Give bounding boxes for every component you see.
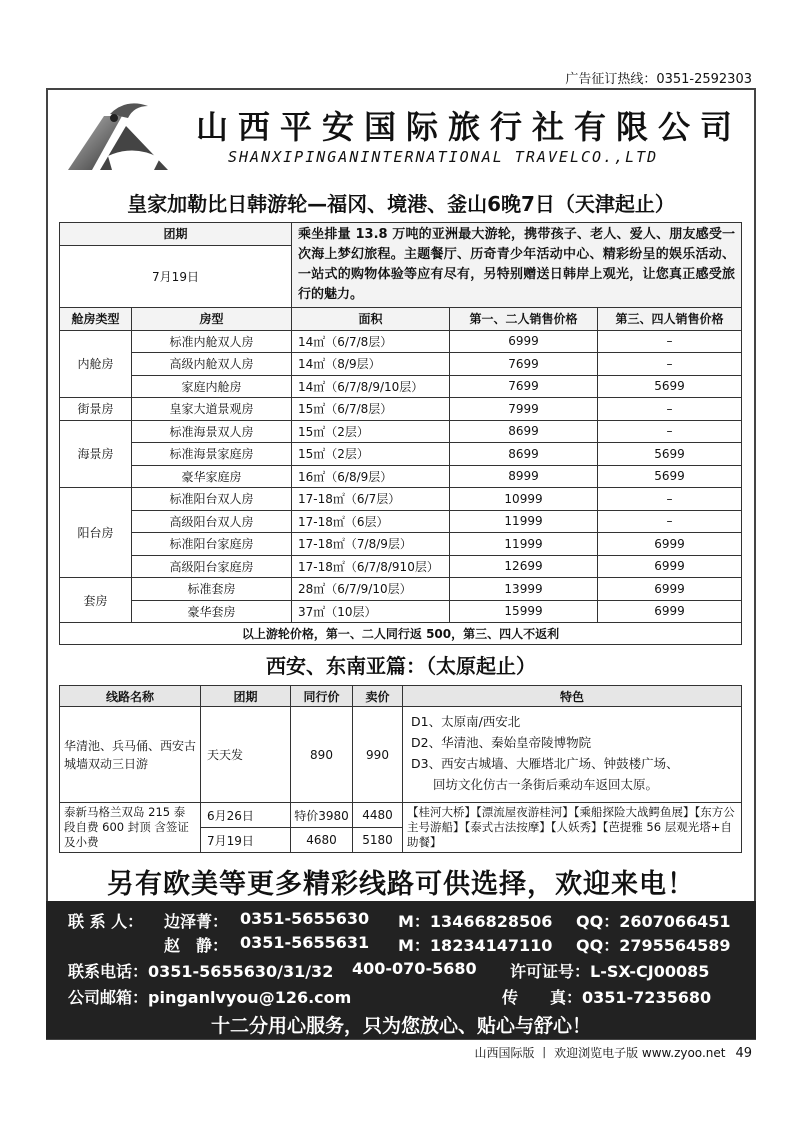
room-type: 皇家大道景观房 bbox=[132, 398, 292, 421]
price-third-fourth: 6999 bbox=[598, 600, 742, 623]
contact-phone-400: 400-070-5680 bbox=[352, 959, 477, 978]
cruise-note-row bbox=[60, 623, 742, 645]
route-header: 特色 bbox=[403, 686, 742, 707]
price-third-fourth: 5699 bbox=[598, 375, 742, 398]
contact-name: 赵 静： bbox=[164, 936, 229, 955]
room-area: 28㎡（6/7/9/10层） bbox=[292, 578, 450, 601]
room-area: 15㎡（6/7/8层） bbox=[292, 398, 450, 421]
table-row bbox=[60, 398, 742, 421]
route-peer-price: 4680 bbox=[291, 828, 353, 853]
price-first-second: 15999 bbox=[450, 600, 598, 623]
table-row bbox=[60, 375, 742, 398]
room-area: 17-18㎡（6/7/8/910层） bbox=[292, 555, 450, 578]
route-title: 西安、东南亚篇：（太原起止） bbox=[266, 654, 536, 678]
cabin-type: 街景房 bbox=[60, 398, 132, 421]
price-first-second: 6999 bbox=[450, 330, 598, 353]
route-sell-price: 5180 bbox=[353, 828, 403, 853]
price-third-fourth: 6999 bbox=[598, 533, 742, 556]
price-first-second: 12699 bbox=[450, 555, 598, 578]
price-first-second: 8999 bbox=[450, 465, 598, 488]
room-type: 高级阳台家庭房 bbox=[132, 555, 292, 578]
price-third-fourth: – bbox=[598, 398, 742, 421]
contact-phone: 联系电话：0351-5655630/31/32 bbox=[68, 962, 334, 981]
feature-line: D2、华清池、秦始皇帝陵博物院 bbox=[411, 735, 592, 750]
route-date: 天天发 bbox=[201, 707, 291, 803]
route-name: 华清池、兵马俑、西安古城墙双动三日游 bbox=[60, 707, 201, 803]
cruise-header: 第一、二人销售价格 bbox=[450, 308, 598, 331]
contact-qq: QQ：2607066451 bbox=[576, 912, 731, 931]
route-features: 【桂河大桥】【漂流屋夜游桂河】【乘船探险大战鳄鱼展】【东方公主号游船】【泰式古法按摩】【人妖秀】【芭提雅 56 层观光塔+自助餐】 bbox=[403, 803, 742, 853]
room-type: 高级内舱双人房 bbox=[132, 353, 292, 376]
contact-fax: 传 真：0351-7235680 bbox=[502, 988, 712, 1007]
price-third-fourth: – bbox=[598, 420, 742, 443]
cruise-header-row bbox=[60, 308, 742, 331]
contact-tel: 0351-5655630 bbox=[240, 909, 370, 928]
price-third-fourth: 6999 bbox=[598, 578, 742, 601]
route-features bbox=[403, 707, 742, 803]
contact-mobile: M：13466828506 bbox=[398, 912, 553, 931]
price-third-fourth: 6999 bbox=[598, 555, 742, 578]
table-row bbox=[60, 330, 742, 353]
route-header: 线路名称 bbox=[60, 686, 201, 707]
feature-line: D1、太原南/西安北 bbox=[411, 714, 521, 729]
contact-email: 公司邮箱：pinganlvyou@126.com bbox=[68, 988, 352, 1007]
cruise-header: 面积 bbox=[292, 308, 450, 331]
price-third-fourth: 5699 bbox=[598, 443, 742, 466]
cabin-type: 内舱房 bbox=[60, 330, 132, 398]
cruise-header: 第三、四人销售价格 bbox=[598, 308, 742, 331]
group-label: 团期 bbox=[60, 223, 292, 246]
room-area: 17-18㎡（6/7层） bbox=[292, 488, 450, 511]
footer-text: 山西国际版 丨 欢迎浏览电子版 www.zyoo.net bbox=[474, 1046, 726, 1060]
room-area: 14㎡（6/7/8/9/10层） bbox=[292, 375, 450, 398]
table-row bbox=[60, 803, 742, 828]
table-row bbox=[60, 420, 742, 443]
price-third-fourth: 5699 bbox=[598, 465, 742, 488]
table-row bbox=[60, 510, 742, 533]
company-logo-icon bbox=[64, 96, 174, 176]
contact-mobile: M：18234147110 bbox=[398, 936, 553, 955]
route-header: 卖价 bbox=[353, 686, 403, 707]
table-row bbox=[60, 353, 742, 376]
table-row bbox=[60, 578, 742, 601]
cruise-intro: 乘坐排量 13.8 万吨的亚洲最大游轮，携带孩子、老人、爱人、朋友感受一次海上梦幻旅程。主题餐厅、历奇青少年活动中心、精彩纷呈的娱乐活动、一站式的购物体验等应有尽有，另特别赠送日韩岸上观光，让您真正感受旅行的魅力。 bbox=[292, 223, 742, 308]
price-third-fourth: – bbox=[598, 330, 742, 353]
room-type: 标准阳台双人房 bbox=[132, 488, 292, 511]
room-type: 标准套房 bbox=[132, 578, 292, 601]
route-header: 同行价 bbox=[291, 686, 353, 707]
price-first-second: 10999 bbox=[450, 488, 598, 511]
contact-qq: QQ：2795564589 bbox=[576, 936, 731, 955]
route-peer-price: 890 bbox=[291, 707, 353, 803]
feature-line: D3、西安古城墙、大雁塔北广场、钟鼓楼广场、 bbox=[411, 756, 679, 771]
cabin-type: 套房 bbox=[60, 578, 132, 623]
route-date: 7月19日 bbox=[201, 828, 291, 853]
room-type: 标准阳台家庭房 bbox=[132, 533, 292, 556]
service-slogan: 十二分用心服务，只为您放心、贴心与舒心！ bbox=[210, 1015, 591, 1037]
route-peer-price: 特价3980 bbox=[291, 803, 353, 828]
more-routes-banner: 另有欧美等更多精彩线路可供选择，欢迎来电！ bbox=[107, 869, 695, 900]
cabin-type: 阳台房 bbox=[60, 488, 132, 578]
route-header-row bbox=[60, 686, 742, 707]
table-row bbox=[60, 555, 742, 578]
price-first-second: 7699 bbox=[450, 375, 598, 398]
route-sell-price: 4480 bbox=[353, 803, 403, 828]
price-first-second: 13999 bbox=[450, 578, 598, 601]
room-type: 标准海景家庭房 bbox=[132, 443, 292, 466]
route-header: 团期 bbox=[201, 686, 291, 707]
route-date: 6月26日 bbox=[201, 803, 291, 828]
feature-line: 回坊文化仿古一条街后乘动车返回太原。 bbox=[433, 777, 659, 792]
room-type: 标准海景双人房 bbox=[132, 420, 292, 443]
table-row bbox=[60, 533, 742, 556]
price-first-second: 8699 bbox=[450, 443, 598, 466]
cruise-title: 皇家加勒比日韩游轮—福冈、境港、釜山6晚7日（天津起止） bbox=[127, 192, 675, 216]
contact-name: 边泽菁： bbox=[164, 912, 229, 931]
route-sell-price: 990 bbox=[353, 707, 403, 803]
ad-hotline: 广告征订热线：0351-2592303 bbox=[565, 72, 752, 87]
room-type: 豪华家庭房 bbox=[132, 465, 292, 488]
price-first-second: 7699 bbox=[450, 353, 598, 376]
price-first-second: 7999 bbox=[450, 398, 598, 421]
cruise-price-table bbox=[59, 222, 742, 645]
price-first-second: 8699 bbox=[450, 420, 598, 443]
route-name: 泰新马格兰双岛 215 泰段自费 600 封顶 含签证及小费 bbox=[60, 803, 201, 853]
price-third-fourth: – bbox=[598, 488, 742, 511]
table-row bbox=[60, 465, 742, 488]
room-area: 15㎡（2层） bbox=[292, 443, 450, 466]
cruise-header: 舱房类型 bbox=[60, 308, 132, 331]
contact-panel bbox=[46, 901, 756, 1039]
room-type: 豪华套房 bbox=[132, 600, 292, 623]
price-third-fourth: – bbox=[598, 510, 742, 533]
room-area: 17-18㎡（6层） bbox=[292, 510, 450, 533]
page-footer bbox=[474, 1044, 752, 1061]
group-date: 7月19日 bbox=[60, 245, 292, 308]
room-area: 37㎡（10层） bbox=[292, 600, 450, 623]
room-area: 14㎡（8/9层） bbox=[292, 353, 450, 376]
company-name-cn: 山西平安国际旅行社有限公司 bbox=[196, 108, 743, 146]
room-type: 标准内舱双人房 bbox=[132, 330, 292, 353]
contact-label: 联 系 人： bbox=[68, 912, 144, 931]
room-type: 家庭内舱房 bbox=[132, 375, 292, 398]
table-row bbox=[60, 488, 742, 511]
cruise-note: 以上游轮价格，第一、二人同行返 500，第三、四人不返利 bbox=[60, 623, 742, 645]
cruise-intro-row bbox=[60, 223, 742, 246]
license-number: 许可证号：L-SX-CJ00085 bbox=[510, 962, 710, 981]
price-first-second: 11999 bbox=[450, 510, 598, 533]
price-first-second: 11999 bbox=[450, 533, 598, 556]
contact-tel: 0351-5655631 bbox=[240, 933, 370, 952]
cruise-header: 房型 bbox=[132, 308, 292, 331]
room-type: 高级阳台双人房 bbox=[132, 510, 292, 533]
page-number: 49 bbox=[735, 1046, 752, 1061]
room-area: 17-18㎡（7/8/9层） bbox=[292, 533, 450, 556]
price-third-fourth: – bbox=[598, 353, 742, 376]
room-area: 14㎡（6/7/8层） bbox=[292, 330, 450, 353]
cabin-type: 海景房 bbox=[60, 420, 132, 488]
room-area: 16㎡（6/8/9层） bbox=[292, 465, 450, 488]
room-area: 15㎡（2层） bbox=[292, 420, 450, 443]
table-row bbox=[60, 707, 742, 803]
company-name-en: SHANXIPINGANINTERNATIONAL TRAVELCO.,LTD bbox=[228, 148, 659, 166]
route-table bbox=[59, 685, 742, 853]
table-row bbox=[60, 443, 742, 466]
table-row bbox=[60, 600, 742, 623]
